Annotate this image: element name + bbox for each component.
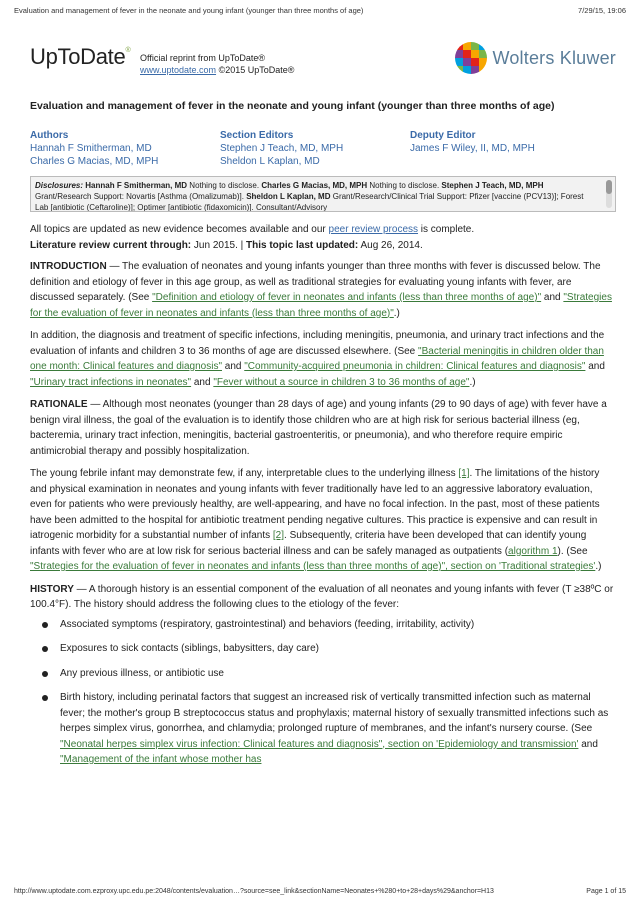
mark-tile <box>471 66 479 74</box>
topic-link[interactable]: "Urinary tract infections in neonates" <box>30 376 192 388</box>
mark-tile <box>455 42 463 50</box>
deputy-name[interactable]: James F Wiley, II, MD, MPH <box>410 143 535 154</box>
deputy-column <box>410 129 535 168</box>
editors-column <box>220 129 410 168</box>
review-text: All topics are updated as new evidence becomes available and our <box>30 224 329 235</box>
deputy-heading: Deputy Editor <box>410 130 476 141</box>
topic-link[interactable]: "Neonatal herpes simplex virus infection: Clinical features and diagnosis", section on 'Epidemiology and transmission' <box>60 738 579 750</box>
author-name[interactable]: Charles G Macias, MD, MPH <box>30 156 159 167</box>
print-header-title: Evaluation and management of fever in the neonate and young infant (younger than three months of age) <box>14 6 364 15</box>
mark-tile <box>463 58 471 66</box>
list-item: Exposures to sick contacts (siblings, babysitters, day care) <box>42 641 616 657</box>
print-footer-url: http://www.uptodate.com.ezproxy.upc.edu.pe:2048/contents/evaluation…?source=see_link&sectionName=Neonates+%280+to+28+days%29&anchor=H13 <box>14 888 494 895</box>
mark-tile <box>479 50 487 58</box>
mark-tile <box>455 66 463 74</box>
disclosure-text: Nothing to disclose. <box>187 181 262 190</box>
site-link[interactable]: www.uptodate.com <box>140 65 217 75</box>
disclosure-text: Grant/Research Support: Novartis [Asthma (Omalizumab)]. <box>35 192 247 201</box>
mark-tile <box>479 58 487 66</box>
mark-tile <box>471 58 479 66</box>
disclosure-text: Grant/Research/Clinical Trial Support: Pfizer [vaccine (PCV13)]; Forest Lab [antibiotic (Ceftaroline)]; Optimer [antibiotic (fidaxomicin)]. Consultant/Advisory <box>35 192 584 212</box>
body-text: — A thorough history is an essential component of the evaluation of all neonates and young infants with fever (T ≥38ºC or 100.4°F). The history should address the following clues to the etiology of the fever: <box>30 583 614 610</box>
disclosure-person: Sheldon L Kaplan, MD <box>246 192 331 201</box>
editor-name[interactable]: Stephen J Teach, MD, MPH <box>220 143 344 154</box>
authors-heading: Authors <box>30 130 69 141</box>
mark-tile <box>463 42 471 50</box>
topic-link[interactable]: "Definition and etiology of fever in neonates and infants (less than three months of age)" <box>152 292 542 303</box>
reference-link[interactable]: [2] <box>272 530 285 541</box>
mark-tile <box>455 58 463 66</box>
article-title: Evaluation and management of fever in the neonate and young infant (younger than three months of age) <box>30 100 555 112</box>
wolters-kluwer-mark-icon <box>455 42 487 74</box>
history-section <box>30 582 616 613</box>
credits <box>30 129 616 168</box>
copyright: ©2015 UpToDate® <box>218 65 295 75</box>
mark-tile <box>463 66 471 74</box>
scrollbar-thumb[interactable] <box>606 180 612 194</box>
wolters-kluwer-name: Wolters Kluwer <box>492 47 616 68</box>
reprint-notice <box>140 52 294 76</box>
print-header <box>14 6 626 15</box>
body-text: .) <box>469 376 476 388</box>
introduction-section <box>30 259 616 321</box>
article-content <box>30 100 616 777</box>
authors-column <box>30 129 220 168</box>
body-text: .) <box>595 561 602 572</box>
lit-review-label: Literature review current through: <box>30 239 192 251</box>
author-name[interactable]: Hannah F Smitherman, MD <box>30 143 152 154</box>
uptodate-logo-text: UpToDate <box>30 44 126 69</box>
body-text: and <box>541 292 564 303</box>
editors-heading: Section Editors <box>220 130 294 141</box>
site-line <box>140 64 294 76</box>
disclosure-person: Stephen J Teach, MD, MPH <box>441 181 544 190</box>
body-text: . Subsequently, criteria have been developed that can identify young infants with fever who are at low risk for serious bacterial illness and can be safely managed as outpatients ( <box>30 530 587 557</box>
body-text: and <box>585 361 605 372</box>
body-text: The young febrile infant may demonstrate few, if any, interpretable clues to the underlying illness <box>30 468 459 479</box>
section-heading-introduction: INTRODUCTION <box>30 261 107 272</box>
list-item <box>42 690 616 768</box>
algorithm-link[interactable]: algorithm 1 <box>508 545 558 557</box>
rationale-section <box>30 397 616 459</box>
body-text: — The evaluation of neonates and young infants younger than three months with fever is discussed below. The definition and etiology of fever in this age group, as well as traditional strategies for evaluating young infants with fever, are discussed separately. (See <box>30 261 601 303</box>
print-footer <box>14 888 626 895</box>
topic-link[interactable]: "Strategies for the evaluation of fever in neonates and infants (less than three months of age)" <box>30 292 612 319</box>
body-text: In addition, the diagnosis and treatment of specific infections, including meningitis, pneumonia, and urinary tract infections and the evaluation of infants and children 3 to 36 months of age are discussed elsewhere. (See <box>30 330 605 357</box>
topic-link[interactable]: "Fever without a source in children 3 to 36 months of age" <box>213 376 470 388</box>
editor-name[interactable]: Sheldon L Kaplan, MD <box>220 156 320 167</box>
brand-row <box>30 36 616 92</box>
peer-review-link[interactable]: peer review process <box>328 224 419 235</box>
section-heading-history: HISTORY <box>30 583 74 595</box>
mark-tile <box>455 50 463 58</box>
mark-tile <box>463 50 471 58</box>
body-text: and <box>578 738 598 750</box>
section-heading-rationale: RATIONALE <box>30 399 88 410</box>
topic-link[interactable]: "Strategies for the evaluation of fever in neonates and infants (less than three months of age)", section on 'Traditional strategies' <box>30 561 596 572</box>
last-updated-date: Aug 26, 2014. <box>358 239 423 251</box>
mark-tile <box>471 42 479 50</box>
disclosure-person: Hannah F Smitherman, MD <box>85 181 188 190</box>
wolters-kluwer-logo <box>455 42 616 74</box>
print-footer-page: Page 1 of 15 <box>586 888 626 895</box>
body-text: — Although most neonates (younger than 28 days of age) and young infants (29 to 90 days of age) with fever have a benign viral illness, the goal of the evaluation is to identify those children who are at high risk for serious bacterial illness (eg, bacteremia, urinary tract infection, meningitis, bacterial gastroenteritis, or pneumonia), and who therefore require empiric antimicrobial therapy and possibly hospitalization. <box>30 399 607 457</box>
mark-tile <box>479 66 487 74</box>
history-clues-list <box>30 617 616 768</box>
reprint-line: Official reprint from UpToDate® <box>140 53 266 63</box>
print-header-datetime: 7/29/15, 19:06 <box>578 6 626 15</box>
body-text: Birth history, including perinatal factors that suggest an increased risk of vertically transmitted infection such as maternal fever; the mother's group B streptococcus status and prophylaxis; maternal history of sexually transmitted infections such as herpes simplex virus, gonorrhea, and chlamydia; prolonged rupture of membranes, and the infant's nursery course. (See <box>60 692 609 734</box>
body-text: and <box>222 361 245 372</box>
introduction-paragraph-2 <box>30 328 616 390</box>
list-item: Associated symptoms (respiratory, gastrointestinal) and behaviors (feeding, irritability, activity) <box>42 617 616 633</box>
uptodate-logo-reg: ® <box>125 47 131 54</box>
review-status <box>30 222 616 253</box>
rationale-paragraph-2 <box>30 466 616 575</box>
body-text: .) <box>393 307 400 319</box>
disclosures-label: Disclosures: <box>35 181 84 190</box>
uptodate-logo <box>30 44 130 70</box>
mark-tile <box>471 50 479 58</box>
review-text: is complete. <box>418 224 475 235</box>
last-updated-label: This topic last updated: <box>246 239 359 251</box>
body-text: and <box>191 376 214 388</box>
topic-link[interactable]: "Community-acquired pneumonia in children: Clinical features and diagnosis" <box>244 361 586 372</box>
disclosure-text: Nothing to disclose. <box>367 181 442 190</box>
disclosures-scrollbar[interactable] <box>606 180 612 208</box>
lit-review-date: Jun 2015. | <box>191 239 246 251</box>
topic-link[interactable]: "Management of the infant whose mother has <box>60 754 262 765</box>
reference-link[interactable]: [1] <box>458 468 470 479</box>
body-text: . The limitations of the history and physical examination in neonates and young infants with fever traditionally have led to an aggressive laboratory evaluation, even for patients who were previously healthy, are well-appearing, and have no focal infection. In the past, most of these patients have been admitted to the hospital for antibiotic treatment pending negative cultures. This practice is expensive and can result in iatrogenic morbidity for a substantial number of infants <box>30 468 600 541</box>
topic-link[interactable]: "Bacterial meningitis in children older than one month: Clinical features and diagnosis" <box>30 345 604 372</box>
list-item: Any previous illness, or antibiotic use <box>42 666 616 682</box>
disclosure-person: Charles G Macias, MD, MPH <box>261 181 368 190</box>
mark-tile <box>479 42 487 50</box>
disclosures-box[interactable] <box>30 176 616 212</box>
body-text: ). (See <box>557 545 588 557</box>
